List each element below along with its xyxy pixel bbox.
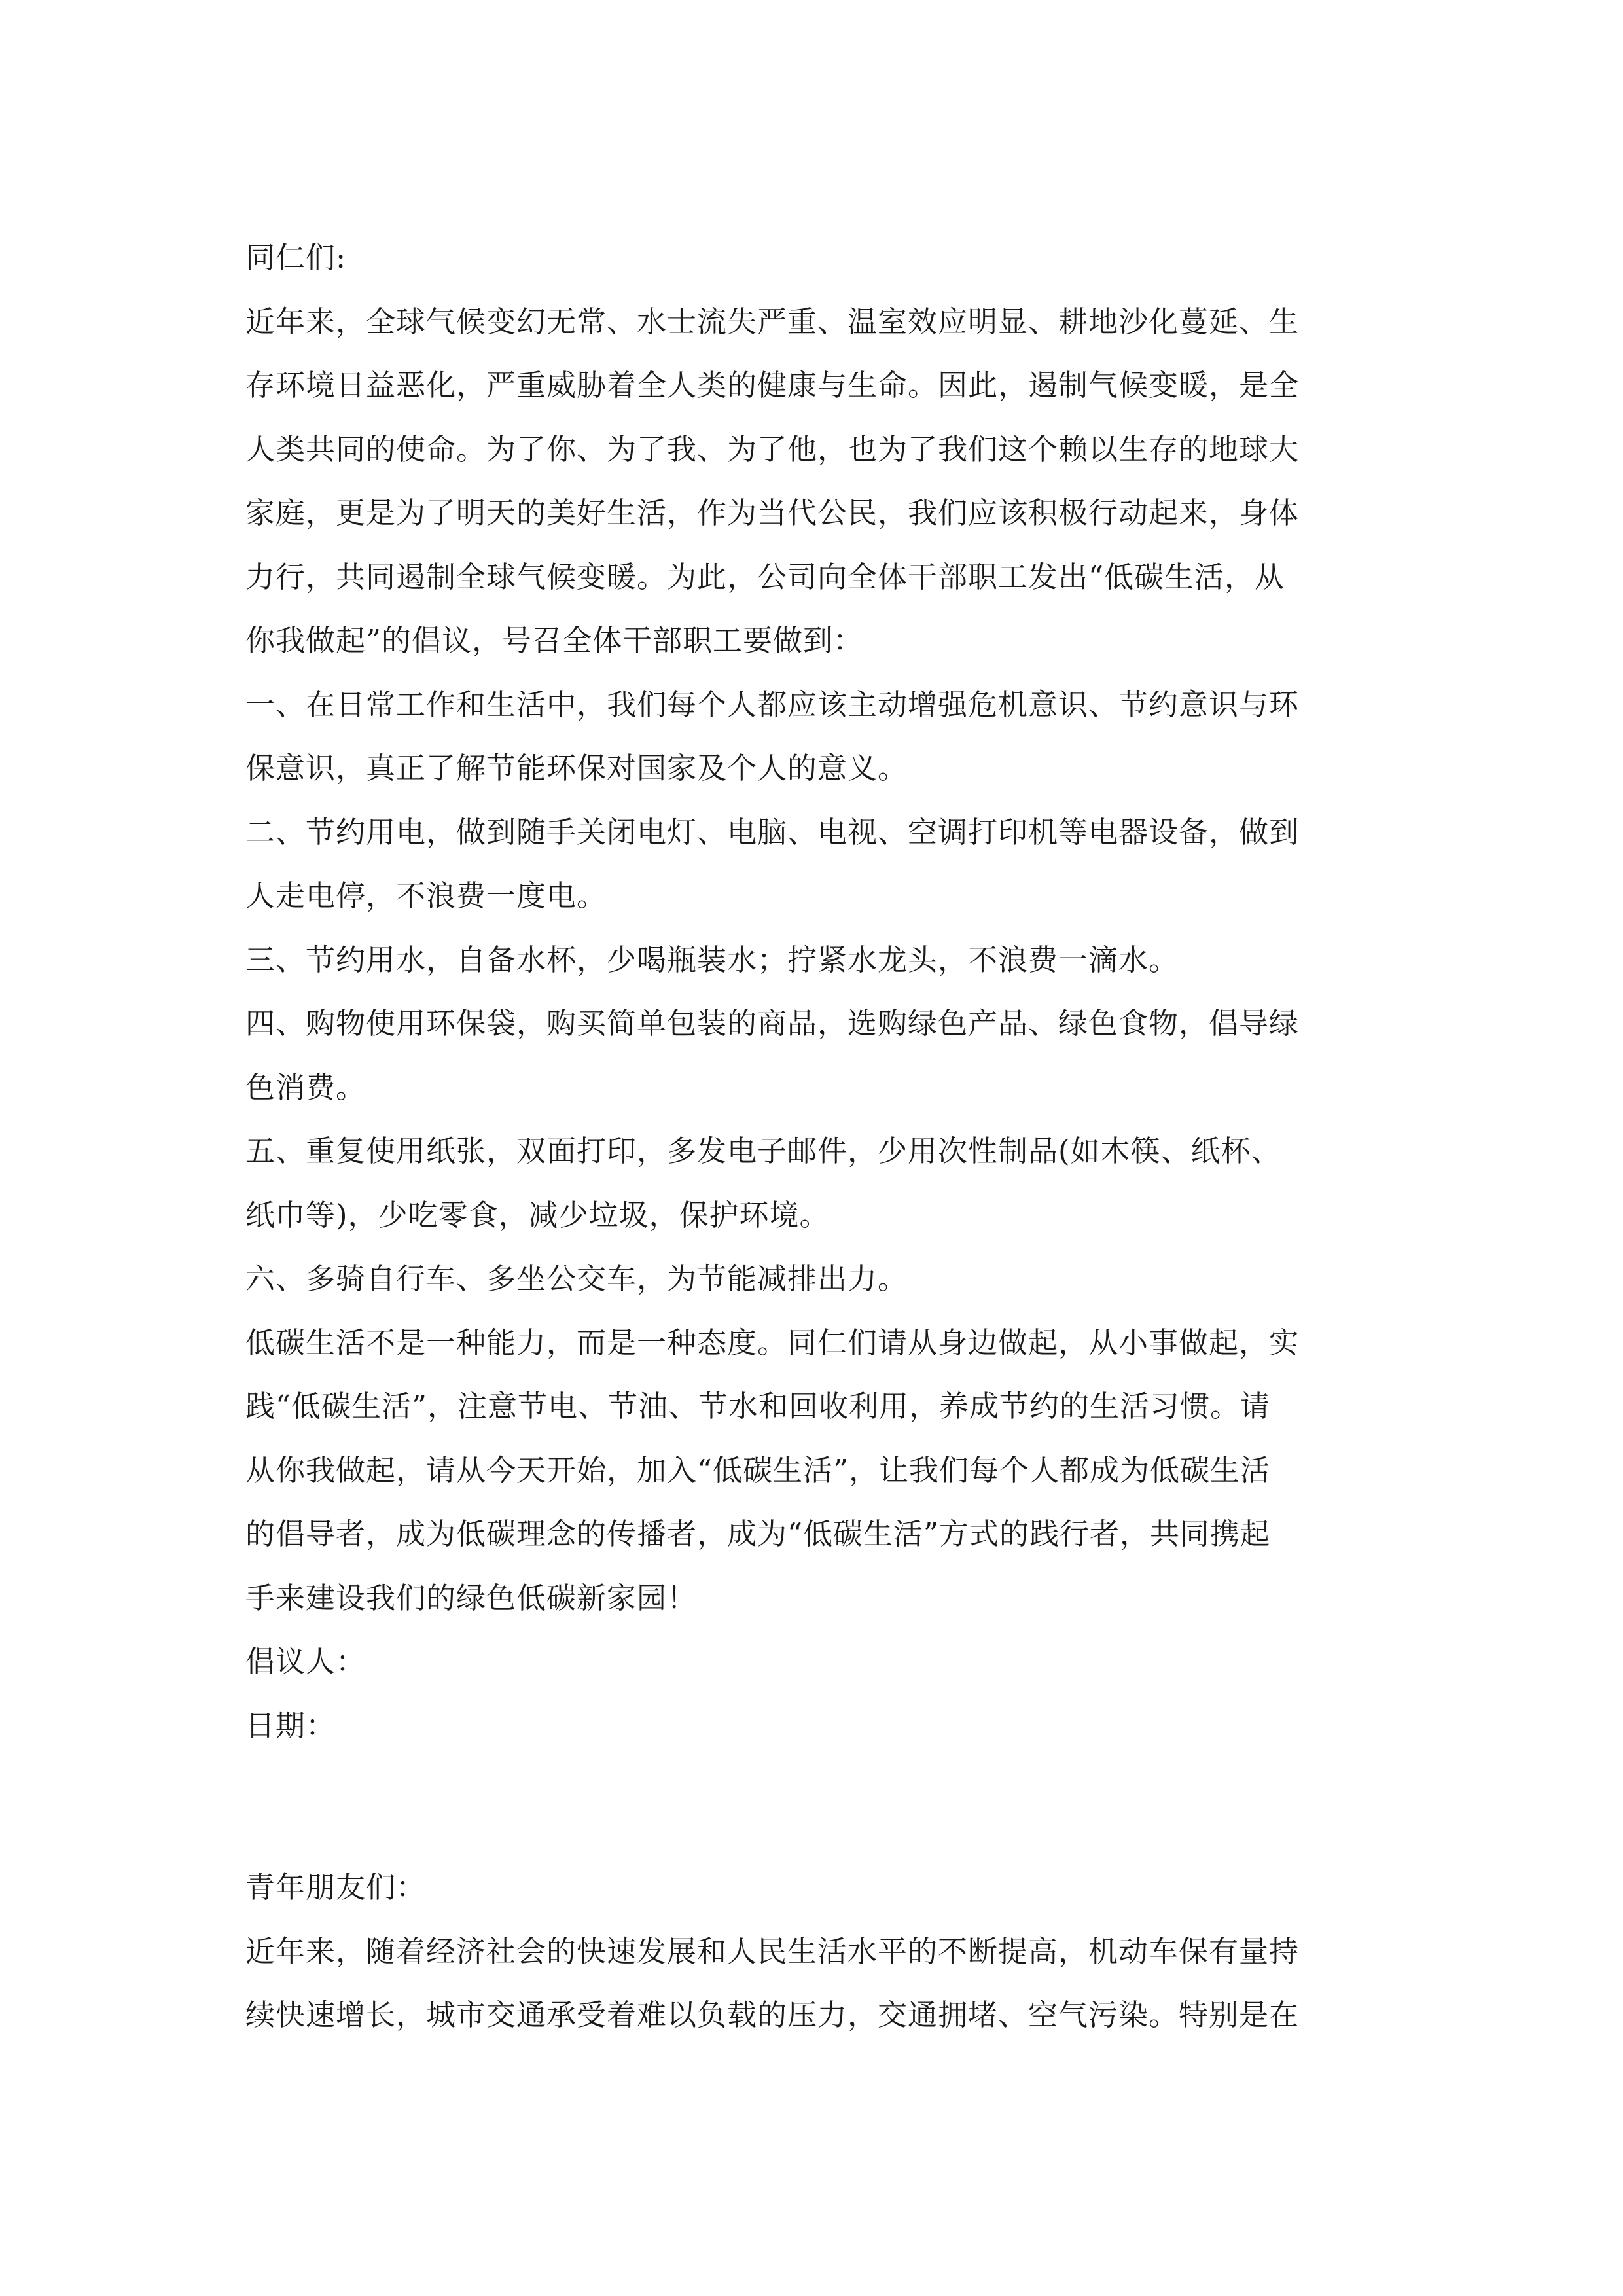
document-page: [245, 226, 1384, 2047]
text-line: 手来建设我们的绿色低碳新家园！: [245, 1580, 698, 1615]
list-item-4: [245, 992, 1384, 1119]
list-item-3: [245, 928, 1384, 992]
list-item-5: [245, 1119, 1384, 1247]
text-line: 近年来，全球气候变幻无常、水士流失严重、温室效应明显、耕地沙化蔓延、生: [245, 304, 1300, 339]
text-line: 色消费。: [245, 1069, 366, 1105]
text-line: 人走电停，不浪费一度电。: [245, 878, 607, 913]
text-line: 从你我做起，请从今天开始，加入“低碳生活”，让我们每个人都成为低碳生活: [245, 1452, 1271, 1488]
greeting: 青年朋友们：: [245, 1870, 427, 1905]
text-line: 你我做起”的倡议，号召全体干部职工要做到：: [245, 623, 864, 658]
text-line: 的倡导者，成为低碳理念的传播者，成为“低碳生活”方式的践行者，共同携起: [245, 1516, 1271, 1551]
text-line: 五、重复使用纸张，双面打印，多发电子邮件，少用次性制品(如木筷、纸杯、: [245, 1134, 1281, 1168]
text-line: 四、购物使用环保袋，购买简单包装的商品，选购绿色产品、绿色食物，倡导绿: [245, 1006, 1300, 1041]
text-line: 纸巾等)，少吃零食，减少垃圾，保护环境。: [245, 1197, 830, 1232]
section-1: [245, 226, 1384, 1757]
text-line: 二、节约用电，做到随手关闭电灯、电脑、电视、空调打印机等电器设备，做到: [245, 814, 1300, 850]
section-2: [245, 1856, 1384, 2047]
section-gap: [245, 1757, 1384, 1856]
text-line: 家庭，更是为了明天的美好生活，作为当代公民，我们应该积极行动起来，身体: [245, 495, 1300, 530]
text-line: 近年来，随着经济社会的快速发展和人民生活水平的不断提高，机动车保有量持: [245, 1933, 1300, 1969]
signer-label: 倡议人：: [245, 1644, 366, 1679]
list-item-1: [245, 673, 1384, 800]
paragraph-intro: [245, 1920, 1384, 2047]
date-label: 日期：: [245, 1708, 336, 1743]
list-item-6: [245, 1247, 1384, 1311]
text-line: 一、在日常工作和生活中，我们每个人都应该主动增强危机意识、节约意识与环: [245, 687, 1300, 722]
greeting: 同仁们:: [245, 240, 347, 275]
paragraph-intro: [245, 290, 1384, 673]
text-line: 续快速增长，城市交通承受着难以负载的压力，交通拥堵、空气污染。特别是在: [245, 1998, 1300, 2032]
text-line: 人类共同的使命。为了你、为了我、为了他，也为了我们这个赖以生存的地球大: [245, 431, 1300, 467]
text-line: 保意识，真正了解节能环保对国家及个人的意义。: [245, 751, 908, 785]
text-line: 力行，共同遏制全球气候变暖。为此，公司向全体干部职工发出“低碳生活，从: [245, 559, 1285, 594]
paragraph-closing: [245, 1311, 1384, 1630]
text-line: 践“低碳生活”，注意节电、节油、节水和回收利用，养成节约的生活习惯。请: [245, 1389, 1271, 1424]
text-line: 存环境日益恶化，严重威胁着全人类的健康与生命。因此，遏制气候变暖，是全: [245, 368, 1300, 403]
text-line: 六、多骑自行车、多坐公交车，为节能减排出力。: [245, 1261, 908, 1296]
text-line: 三、节约用水，自备水杯，少喝瓶装水；拧紧水龙头，不浪费一滴水。: [245, 942, 1179, 977]
text-line: 低碳生活不是一种能力，而是一种态度。同仁们请从身边做起，从小事做起，实: [245, 1325, 1300, 1360]
list-item-2: [245, 800, 1384, 928]
